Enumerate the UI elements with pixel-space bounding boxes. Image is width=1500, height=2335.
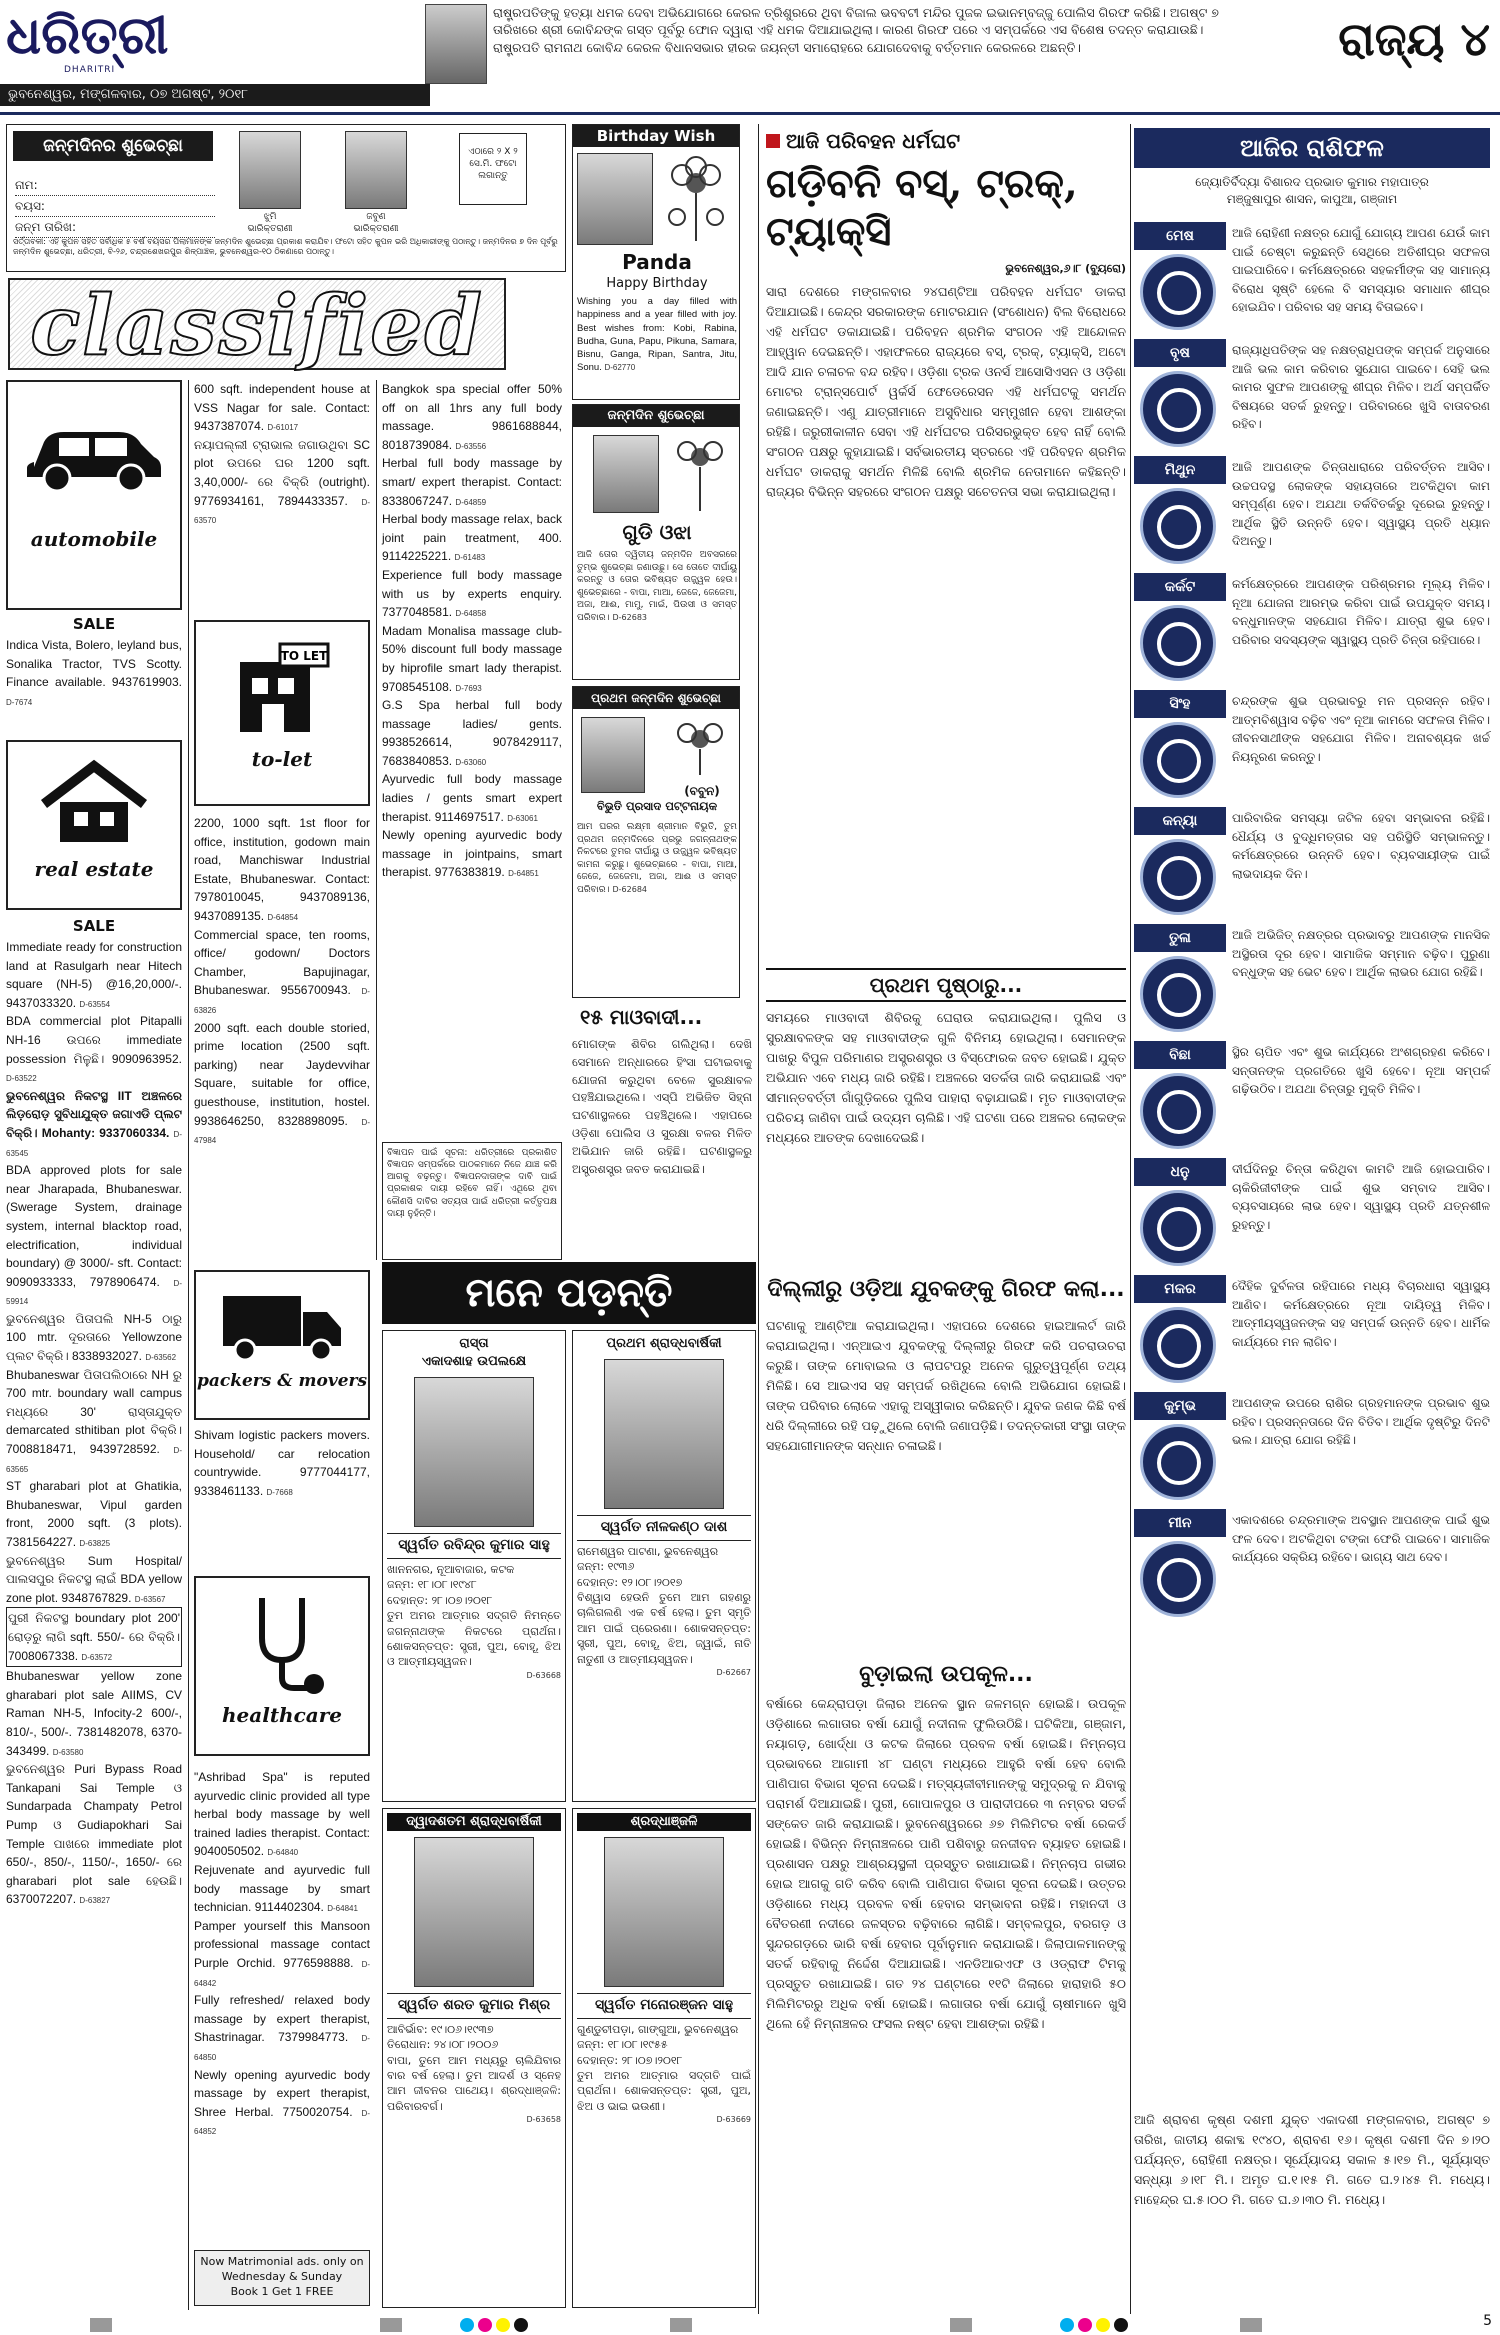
ad-item: Bhubaneswar yellow zone gharabari plot sale AIIMS, CV Raman NH-5, Infocity-2 600/-, 810/-, 500/-. 7381482078, 6370-343499. D-63580 xyxy=(6,1669,182,1758)
ad-item: Commercial space, ten rooms, office/ godown/ Doctors Chamber, Bapujinagar, Bhubaneswar. 9556700943. D-63826 xyxy=(194,927,370,1015)
rashi-name: ସିଂହ xyxy=(1134,690,1226,718)
ad-item: Newly opening ayurvedic body massage by expert therapist, Shree Herbal. 7750020754. D-64852 xyxy=(194,2067,370,2137)
rashi-sign xyxy=(1134,924,1490,1037)
rashi-name: ମିଥୁନ xyxy=(1134,456,1226,484)
bday3-name: ବିଭୁତି ପ୍ରସାଦ ପଟ୍ଟନାୟକ xyxy=(596,799,718,813)
obit-photo xyxy=(604,1359,724,1509)
rashi-text: ପାରିବାରିକ ସମସ୍ୟା ଜଟିଳ ହେବା ସମ୍ଭାବନା ରହିଛି। ଧୈର୍ଯ୍ୟ ଓ ବୁଦ୍ଧିମତ୍ତାର ସହ ପରିସ୍ଥିତି ସମ୍ଭାଳନ୍ତୁ। କର୍ମକ୍ଷେତ୍ରରେ ଉନ୍ନତି ହେବ। ବ୍ୟବସାୟୀଙ୍କ ପାଇଁ ଲାଭଦାୟକ ଦିନ। xyxy=(1232,811,1490,881)
obit-name: ସ୍ୱର୍ଗତ ମନୋରଞ୍ଜନ ସାହୁ xyxy=(577,1993,751,2019)
rashi-sign xyxy=(1134,573,1490,686)
classified-banner xyxy=(8,278,506,374)
ad-item: Bhubaneswar ପିତାପଲିଠାରେ NH ରୁ 700 mtr. boundary wall campus ମଧ୍ୟରେ 30' ରାସ୍ତାଯୁକ୍ତ demarcated sthitiban plot ବିକ୍ରି। 7008818471, 9439728592. D-63565 xyxy=(6,1367,182,1474)
rashi-name: କନ୍ୟା xyxy=(1134,807,1226,835)
rashi-name: ବୃଷ xyxy=(1134,339,1226,367)
ad-item: 600 sqft. independent house at VSS Nagar for sale. Contact: 9437387074. D-61017 xyxy=(194,382,370,434)
delhi-head: ଦିଲ୍ଲୀରୁ ଓଡ଼ିଆ ଯୁବକଙ୍କୁ ଗିରଫ କଲା... xyxy=(767,1277,1125,1302)
section-label: ରାଜ୍ୟ ୪ xyxy=(1338,12,1490,66)
to-let-box xyxy=(194,620,370,806)
obit-text: ରାମେଶ୍ୱର ପାଟଣା, ଭୁବନେଶ୍ୱର ଜନ୍ମ: ୧୯୩୬ ଦେହାନ୍ତ: ୧୨।୦୮।୨୦୧୭ ବିଶ୍ୱାସ ହେଉନି ତୁମେ ଆମ ଗହଣରୁ ଚାଲିଗଲଣି ଏକ ବର୍ଷ ହେଲା। ତୁମ ସ୍ମୃତି ଆମ ପାଇଁ ପ୍ରେରଣା। ଶୋକସନ୍ତପ୍ତ: ସ୍ତ୍ରୀ, ପୁଅ, ବୋହୂ, ଝିଅ, ଜ୍ୱାଇଁ, ନାତି ନାତୁଣୀ ଓ ଆତ୍ମୀୟସ୍ୱଜନ। xyxy=(577,1544,751,1666)
ad-item: ଭୁବନେଶ୍ୱର ନିକଟସ୍ଥ IIT ଅଞ୍ଚଳରେ ଲିଡ଼ରୋଡ଼ ସୁବିଧାଯୁକ୍ତ ଜଗାଏଡି ପ୍ଲଟ ବିକ୍ରି। Mohanty: 9337060334. D-63545 xyxy=(6,1088,182,1158)
automobile-box xyxy=(6,380,182,610)
obit-heading: ଶ୍ରଦ୍ଧାଞ୍ଜଳି xyxy=(577,1813,751,1831)
form-fields xyxy=(15,175,215,238)
logo-sub: DHARITRI xyxy=(64,65,116,75)
ad-item: Newly opening ayurvedic body massage in jointpains, smart therapist. 9776383819. D-64851 xyxy=(382,828,562,880)
flower-icon xyxy=(667,717,733,777)
kid-photo-1 xyxy=(239,131,301,209)
lead-text: ରାଷ୍ଟ୍ରପତିଙ୍କୁ ହତ୍ୟା ଧମକ ଦେବା ଅଭିଯୋଗରେ କେରଳ ତ୍ରିଶୁରରେ ଥିବା ବିଜାଲ ଭବବଟୀ ମନ୍ଦିର ପୁଜକ ଇଭାନମ୍ବଜ୍ଜୁ ପୋଲିସ ଗିରଫ କରିଛି। ଅଗଷ୍ଟ ୭ ତାରିଖରେ ଶ୍ରୀ କୋବିନ୍ଦଙ୍କ ଗସ୍ତ ପୂର୍ବରୁ ଫୋନ ଦ୍ୱାରା ଏହି ଧମକ ଦିଆଯାଇଥିଲା। କାରଣ ଗିରଫ ପରେ ଏ ସମ୍ପର୍କରେ ଏସ ବିଶେଷ ତଦନ୍ତ କରାଯାଉଛି। ରାଷ୍ଟ୍ରପତି ରାମନାଥ କୋବିନ୍ଦ କେରଳ ବିଧାନସଭାର ହୀରକ ଜୟନ୍ତୀ ସମାରୋହରେ ଯୋଗଦେବାକୁ ବର୍ତ୍ତମାନ କେରଳରେ ଅଛନ୍ତି। xyxy=(493,5,1219,55)
obit-code: D-63668 xyxy=(526,1670,561,1680)
bday2-box xyxy=(572,404,740,680)
sale-label-1: SALE xyxy=(72,615,116,633)
obit-text: ଗୁଣ୍ଡୁଚୀପଡ଼ା, ଗାଙ୍ଗୁଆ, ଭୁବନେଶ୍ୱର ଜନ୍ମ: ୧୮।୦୮।୧୯୫୫ ଦେହାନ୍ତ: ୨୮।୦୭।୨୦୧୮ ତୁମ ଅମର ଆତ୍ମାର ସଦ୍‌ଗତି ପାଇଁ ପ୍ରାର୍ଥନା। ଶୋକସନ୍ତପ୍ତ: ସ୍ତ୍ରୀ, ପୁଅ, ଝିଅ ଓ ଭାଇ ଭଉଣୀ। xyxy=(577,2022,751,2113)
rashi-name: ମକର xyxy=(1134,1275,1226,1303)
ad-item: ଭୁବନେଶ୍ୱର Sum Hospital/ ପାଲସପୁର ନିକଟସ୍ଥ ଲାଇଁ BDA yellow zone plot. 9348767829. D-63567 xyxy=(6,1553,182,1605)
col3-ads xyxy=(382,380,562,882)
rashi-text: ଏକାଦଶରେ ଚନ୍ଦ୍ରମାଙ୍କ ଅବସ୍ଥାନ ଆପଣଙ୍କ ପାଇଁ ଶୁଭ ଫଳ ଦେବ। ଅଟକିଥିବା ଟଙ୍କା ଫେରି ପାଇବେ। ସାମାଜିକ କାର୍ଯ୍ୟରେ ସକ୍ରିୟ ରହିବେ। ଭାଗ୍ୟ ସାଥ ଦେବ। xyxy=(1232,1513,1490,1565)
obit-photo xyxy=(604,1837,724,1987)
rashi-text: ଆଜି ଆପଣଙ୍କ ଚିନ୍ତାଧାରାରେ ପରିବର୍ତ୍ତନ ଆସିବ। ଉଚ୍ଚପଦସ୍ଥ ଲୋକଙ୍କ ସହାୟତାରେ ଅଟକିଥିବା କାମ ସମ୍ପୂର୍ଣ୍ଣ ହେବ। ଅଯଥା ତର୍କବିତର୍କରୁ ଦୂରେଇ ରୁହନ୍ତୁ। ଆର୍ଥିକ ସ୍ଥିତି ଉନ୍ନତି ହେବ। ସ୍ୱାସ୍ଥ୍ୟ ପ୍ରତି ଧ୍ୟାନ ଦିଅନ୍ତୁ। xyxy=(1232,460,1490,549)
bday2-photo xyxy=(593,435,659,513)
healthcare-label: healthcare xyxy=(222,1703,342,1728)
rashi-text: ଆଜି ଅଭିଜିତ୍ ନକ୍ଷତ୍ରର ପ୍ରଭାବରୁ ଆପଣଙ୍କ ମାନସିକ ଅସ୍ଥିରତା ଦୂର ହେବ। ସାମାଜିକ ସମ୍ମାନ ବଢ଼ିବ। ପୁରୁଣା ବନ୍ଧୁଙ୍କ ସହ ଭେଟ ହେବ। ଆର୍ଥିକ ଲାଭର ଯୋଗ ରହିଛି। xyxy=(1232,928,1490,980)
bday3-photo xyxy=(581,717,645,793)
rashi-text: ଚନ୍ଦ୍ରଙ୍କ ଶୁଭ ପ୍ରଭାବରୁ ମନ ପ୍ରସନ୍ନ ରହିବ। ଆତ୍ମବିଶ୍ୱାସ ବଢ଼ିବ ଏବଂ ନୂଆ କାମରେ ସଫଳତା ମିଳିବ। ଜୀବନସାଥୀଙ୍କ ସହଯୋଗ ମିଳିବ। ଅନାବଶ୍ୟକ ଖର୍ଚ୍ଚ ନିୟନ୍ତ୍ରଣ କରନ୍ତୁ। xyxy=(1232,694,1490,764)
zodiac-icon xyxy=(1140,1307,1216,1383)
ad-item: ଭୁବନେଶ୍ୱର ପିତାପଲି NH-5 ଠାରୁ 100 mtr. ଦୂରତାରେ Yellowzone ପ୍ଲଟ ବିକ୍ରି। 8338932027. D-63562 xyxy=(6,1311,182,1364)
bday2-title: ଜନ୍ମଦିନ ଶୁଭେଚ୍ଛା xyxy=(573,405,739,427)
ad-auto xyxy=(6,636,182,710)
birthday-wish-title: Birthday Wish xyxy=(573,125,739,147)
zodiac-icon xyxy=(1140,1190,1216,1266)
col1-ads xyxy=(6,938,182,1909)
ad-code: D-7674 xyxy=(6,697,33,707)
col2-ads-a xyxy=(194,380,370,529)
obit-4 xyxy=(572,1808,756,2308)
rashi-text: ସ୍ଥିର ଚାପିତ ଏବଂ ଶୁଭ କାର୍ଯ୍ୟରେ ଅଂଶଗ୍ରହଣ କରିବେ। ସନ୍ତାନଙ୍କ ପ୍ରଗତିରେ ଖୁସି ହେବେ। ନୂଆ ସମ୍ପର୍କ ଗଢ଼ିଉଠିବ। ଅଯଥା ଚିନ୍ତାରୁ ମୁକ୍ତି ମିଳିବ। xyxy=(1232,1045,1490,1097)
kid-caption-2: ଜବୁଣ ଭାରିକ୍ତରାଣୀ xyxy=(353,212,399,235)
flower-icon xyxy=(667,435,733,513)
zodiac-icon xyxy=(1140,1541,1216,1617)
ad-item: ST gharabari plot at Ghatikia, Bhubaneswar, Vipul garden front, 2000 sqft. (3 plots). 7381564227. D-63825 xyxy=(6,1479,182,1549)
ad-item: G.S Spa herbal full body massage ladies/ gents. 9938526614, 9078429117, 7683840853. D-63060 xyxy=(382,698,562,768)
bday3-title: ପ୍ରଥମ ଜନ୍ମଦିନ ଶୁଭେଚ୍ଛା xyxy=(573,687,739,709)
automobile-label: automobile xyxy=(30,527,158,552)
bandh-body: ସାରା ଦେଶରେ ମଙ୍ଗଳବାର ୨୪ଘଣ୍ଟିଆ ପରିବହନ ଧର୍ମଘଟ ଡାକରା ଦିଆଯାଇଛି। କେନ୍ଦ୍ର ସରକାରଙ୍କ ମୋଟରଯାନ (ସଂଶୋଧନ) ବିଲ ବିରୋଧରେ ଏହି ଧର୍ମଘଟ ଡକାଯାଇଛି। ପରିବହନ ଶ୍ରମିକ ସଂଗଠନ ଏହି ଆନ୍ଦୋଳନ ଆହ୍ୱାନ ଦେଇଛନ୍ତି। ଏହାଫଳରେ ରାଜ୍ୟରେ ବସ୍, ଟ୍ରକ୍, ଟ୍ୟାକ୍ସି, ଅଟୋ ଆଦି ଯାନ ଚଳାଚଳ ବନ୍ଦ ରହିବ। ଓଡ଼ିଶା ଟ୍ରକ ଓନର୍ସ ଆସୋସିଏସନ ଓ ଓଡ଼ିଶା ମୋଟର ଟ୍ରାନ୍ସପୋର୍ଟ ୱର୍କର୍ସ ଫେଡେରେସନ ଏହି ଧର୍ମଘଟକୁ ସମର୍ଥନ ଜଣାଇଛନ୍ତି। ଏଣୁ ଯାତ୍ରୀମାନେ ଅସୁବିଧାର ସମ୍ମୁଖୀନ ହେବା ଆଶଙ୍କା ରହିଛି। ଜରୁରୀକାଳୀନ ସେବା ଏହି ଧର୍ମଘଟର ପରିସରଭୁକ୍ତ ହେବ ନାହିଁ ବୋଲି ସଂଗଠନ ପକ୍ଷରୁ କୁହାଯାଇଛି। ସର୍ବଭାରତୀୟ ସ୍ତରରେ ଏହି ପରିବହନ ଶ୍ରମିକ ଧର୍ମଘଟ ଡାକରାକୁ ସମର୍ଥନ ମିଳିଛି ବୋଲି ଶ୍ରମିକ ନେତାମାନେ କହିଛନ୍ତି। ରାଜ୍ୟର ବିଭିନ୍ନ ସହରରେ ସଂଗଠନ ପକ୍ଷରୁ ସଚେତନତା ସଭା କରାଯାଇଥିଲା। xyxy=(766,284,1126,499)
ad-item: Pamper yourself this Mansoon professional massage contact Purple Orchid. 9776598888. D-64842 xyxy=(194,1918,371,1988)
ad-item: "Ashribad Spa" is reputed ayurvedic clinic provided all type herbal body massage by well trained ladies therapist. Contact: 9040050502. D-64840 xyxy=(194,1770,370,1859)
president-photo xyxy=(425,4,487,84)
mane-banner xyxy=(382,1262,756,1324)
ad-item: BDA commercial plot Pitapalli NH-16 ଉପରେ immediate possession ମିଳୁଛି। 9090963952. D-63522 xyxy=(6,1014,182,1084)
rashi-name: କର୍କଟ xyxy=(1134,573,1226,601)
lead-story xyxy=(425,4,1225,90)
panda-name: Panda xyxy=(622,250,692,274)
obit-code: D-63669 xyxy=(716,2115,751,2125)
rashi-sign xyxy=(1134,807,1490,920)
budaila-body: ବର୍ଷାରେ କେନ୍ଦ୍ରାପଡ଼ା ଜିଲାର ଅନେକ ସ୍ଥାନ ଜଳମଗ୍ନ ହୋଇଛି। ଉପକୂଳ ଓଡ଼ିଶାରେ ଲଗାତାର ବର୍ଷା ଯୋଗୁଁ ନଦୀନାଳ ଫୁଲିଉଠିଛି। ଘଟିକିଆ, ଗଞ୍ଜାମ, ନୟାଗଡ଼, ଖୋର୍ଦ୍ଧା ଓ କଟକ ଜିଲାରେ ପ୍ରବଳ ବର୍ଷା ହୋଇଛି। ନିମ୍ନଚାପ ପ୍ରଭାବରେ ଆଗାମୀ ୪୮ ଘଣ୍ଟା ମଧ୍ୟରେ ଆହୁରି ବର୍ଷା ହେବ ବୋଲି ପାଣିପାଗ ବିଭାଗ ସୂଚନା ଦେଇଛି। ମତ୍ସ୍ୟଜୀବୀମାନଙ୍କୁ ସମୁଦ୍ରକୁ ନ ଯିବାକୁ ପରାମର୍ଶ ଦିଆଯାଇଛି। ପୁରୀ, ଗୋପାଳପୁର ଓ ପାରାଦୀପରେ ୩ ନମ୍ବର ସତର୍କ ସଙ୍କେତ ଜାରି କରାଯାଇଛି। ଭୁବନେଶ୍ୱରରେ ୬୭ ମିଲିମିଟର ବର୍ଷା ରେକର୍ଡ ହୋଇଛି। ବିଭିନ୍ନ ନିମ୍ନାଞ୍ଚଳରେ ପାଣି ପଶିବାରୁ ଜନଜୀବନ ବ୍ୟାହତ ହୋଇଛି। ପ୍ରଶାସନ ପକ୍ଷରୁ ଆଶ୍ରୟସ୍ଥଳୀ ପ୍ରସ୍ତୁତ ରଖାଯାଇଛି। ନିମ୍ନଚାପ ଗଭୀର ହୋଇ ଆଗକୁ ଗତି କରିବ ବୋଲି ପାଣିପାଗ ବିଭାଗ ସୂଚନା ଦେଇଛି। ଉତ୍ତର ଓଡ଼ିଶାରେ ମଧ୍ୟ ପ୍ରବଳ ବର୍ଷା ହେବାର ସମ୍ଭାବନା ରହିଛି। ମହାନଦୀ ଓ ବୈତରଣୀ ନଦୀରେ ଜଳସ୍ତର ବଢ଼ିବାରେ ଲାଗିଛି। ସମ୍ବଲପୁର, ବରଗଡ଼ ଓ ସୁନ୍ଦରଗଡ଼ରେ ଭାରି ବର୍ଷା ହେବାର ପୂର୍ବାନୁମାନ କରାଯାଇଛି। ଜିଲାପାଳମାନଙ୍କୁ ସତର୍କ ରହିବାକୁ ନିର୍ଦ୍ଦେଶ ଦିଆଯାଇଛି। ଏନଡିଆରଏଫ ଓ ଓଡ୍ରାଫ ଟିମକୁ ପ୍ରସ୍ତୁତ ରଖାଯାଇଛି। ଗତ ୨୪ ଘଣ୍ଟାରେ ୧୧ଟି ଜିଲାରେ ହାରାହାରି ୫୦ ମିଲିମିଟରରୁ ଅଧିକ ବର୍ଷା ହୋଇଛି। ଲଗାତାର ବର୍ଷା ଯୋଗୁଁ ଚାଷୀମାନେ ଖୁସି ଥିଲେ ହେଁ ନିମ୍ନାଞ୍ଚଳର ଫସଲ ନଷ୍ଟ ହେବା ଆଶଙ୍କା ରହିଛି। xyxy=(766,1696,1126,2031)
col2-ads-b xyxy=(194,814,370,1149)
obit-name: ସ୍ୱର୍ଗତ ଶରତ କୁମାର ମିଶ୍ର xyxy=(387,1993,561,2019)
zodiac-icon xyxy=(1140,254,1216,330)
healthcare-box xyxy=(194,1576,370,1756)
wish-message: Wishing you a day filled with happiness and a year filled with joy. Best wishes from: Kobi, Rabina, Budha, Guna, Papu, Pikuna, Samara, Bisnu, Ganga, Ripan, Santra, Jitu, Sonu. D-62770 xyxy=(577,296,737,374)
ad-item: Herbal body massage relax, back joint pain treatment, 400. 9114225221. D-61483 xyxy=(382,512,562,564)
zodiac-icon xyxy=(1140,488,1216,564)
bday3-text: ଆମ ଘରର ଲକ୍ଷ୍ମୀ ଶ୍ରୀମାନ ବିଭୁତି, ତୁମ ପ୍ରଥମ ଜନ୍ମଦିନରେ ପ୍ରଭୁ ଜଗନ୍ନାଥଙ୍କ ନିକଟରେ ତୁମର ଦୀର୍ଘାୟୁ ଓ ଉଜ୍ଜ୍ୱଳ ଭବିଷ୍ୟତ କାମନା କରୁଛୁ। ଶୁଭେଚ୍ଛାରେ - ବାପା, ମାଆ, ଜେଜେ, ଜେଜେମା, ଅଜା, ଆଈ ଓ ସମସ୍ତ ପରିବାର। D-62684 xyxy=(577,822,737,895)
birthday-form xyxy=(6,124,566,272)
happy-birthday: Happy Birthday xyxy=(606,276,708,291)
mane-title: ମନେ ପଡ଼ନ୍ତି xyxy=(465,1270,673,1316)
obit-name: ସ୍ୱର୍ଗତ ରବିନ୍ଦ୍ର କୁମାର ସାହୁ xyxy=(387,1533,561,1559)
ad-item: 2000 sqft. each double storied, prime location (2500 sqft. parking) near Jaydevvihar Square, suitable for office, guesthouse, institution, hostel. 9938646250, 8328898095. D-47984 xyxy=(194,1020,370,1146)
ad-item: ଭୁବନେଶ୍ୱର Puri Bypass Road Tankapani Sai Temple ଓ Sundarpada Champaty Petrol Pump ଓ Gudiapokhari Sai Temple ପାଖରେ immediate plot 650/-, 850/-, 1150/-, 1650/- ରେ gharabari plot sale ହେଉଛି। 6370072207. D-63827 xyxy=(6,1762,182,1907)
obit-photo xyxy=(414,1837,534,1987)
kicker-square-icon xyxy=(766,134,780,148)
bday2-text: ଆଜି ତୋର ଦ୍ୱିତୀୟ ଜନ୍ମଦିନ ଅବସରରେ ତୁମ୍ଭ ଶୁଭେଚ୍ଛା ଜଣାଉଛୁ। ସେ ତୋତେ ଦୀର୍ଘାୟୁ କରନ୍ତୁ ଓ ତୋର ଭବିଷ୍ୟତ ଉଜ୍ଜ୍ୱଳ ହେଉ। ଶୁଭେଚ୍ଛାରେ - ବାପା, ମାଆ, ଜେଜେ, ଜେଜେମା, ଅଜା, ଆଈ, ମାମୁ, ମାଇଁ, ପିଉସୀ ଓ ସମସ୍ତ ପରିବାର। D-62683 xyxy=(577,550,737,623)
rashi-text: ଆଜି ରୋହିଣୀ ନକ୍ଷତ୍ର ଯୋଗୁଁ ଯୋଗ୍ୟ ଆପଣ ଯେଉଁ କାମ ପାଇଁ ଚେଷ୍ଟା କରୁଛନ୍ତି ସେଥିରେ ଅତିଶୀଘ୍ର ସଫଳତା ପାଇପାରିବେ। କର୍ମକ୍ଷେତ୍ରରେ ସହକର୍ମୀଙ୍କ ସହ ସାମାନ୍ୟ ବିରୋଧ ସୃଷ୍ଟି ହେଲେ ବି ସମସ୍ୟାର ସମାଧାନ ଶୀଘ୍ର ହୋଇଯିବ। ପରିବାର ସହ ସମୟ ବିତାଇବେ। xyxy=(1232,226,1490,315)
car-icon xyxy=(19,402,169,502)
zodiac-icon xyxy=(1140,1424,1216,1500)
panji: ଆଜି ଶ୍ରାବଣ କୃଷ୍ଣ ଦଶମୀ ଯୁକ୍ତ ଏକାଦଶୀ ମଙ୍ଗଳବାର, ଅଗଷ୍ଟ ୭ ତାରିଖ, ଜାତୀୟ ଶକାବ୍ଦ ୧୯୪୦, ଶ୍ରାବଣ ୧୬। କୃଷ୍ଣ ଦଶମୀ ଦିନ ୭।୨୦ ପର୍ଯ୍ୟନ୍ତ, ରୋହିଣୀ ନକ୍ଷତ୍ର। ସୂର୍ଯ୍ୟୋଦୟ ସକାଳ ୫।୧୭ ମି., ସୂର୍ଯ୍ୟାସ୍ତ ସନ୍ଧ୍ୟା ୬।୧୮ ମି.। ଅମୃତ ଘ.୧।୧୫ ମି. ଗତେ ଘ.୨।୪୫ ମି. ମଧ୍ୟେ। ମାହେନ୍ଦ୍ର ଘ.୫।୦୦ ମି. ଗତେ ଘ.୬।୩୦ ମି. ମଧ୍ୟେ। xyxy=(1134,2112,1490,2207)
obit-heading: ପ୍ରଥମ ଶ୍ରାଦ୍ଧବାର୍ଷିକୀ xyxy=(606,1336,722,1351)
obit-3 xyxy=(382,1808,566,2308)
obit-heading: ଦ୍ୱାଦଶତମ ଶ୍ରାଦ୍ଧବାର୍ଷିକୀ xyxy=(387,1813,561,1831)
ad-item: Experience full body massage with us by experts enquiry. 7377048581. D-64858 xyxy=(382,567,562,620)
bday2-name: ଗୁଡି ଓଝା xyxy=(622,520,692,544)
kid-caption-1: ଝୁମି ଭାରିକ୍ତରାଣୀ xyxy=(247,212,293,235)
obit-text: ଆବିର୍ଭାବ: ୧୯।୦୬।୧୯୩୭ ତିରୋଧାନ: ୨୪।୦୮।୨୦୦୬ ବାପା, ତୁମେ ଆମ ମଧ୍ୟରୁ ଚାଲିଯିବାର ବାର ବର୍ଷ ହେଲା। ତୁମ ଆଦର୍ଶ ଓ ସ୍ନେହ ଆମ ଜୀବନର ପାଥେୟ। ଶ୍ରଦ୍ଧାଞ୍ଜଳି: ପରିବାରବର୍ଗ। xyxy=(387,2022,561,2113)
prathama-body: ସମୟରେ ମାଓବାଦୀ ଶିବିରକୁ ଘେରାଉ କରାଯାଇଥିଲା। ପୁଲିସ ଓ ସୁରକ୍ଷାବଳଙ୍କ ସହ ମାଓବାଦୀଙ୍କ ଗୁଳି ବିନିମୟ ହୋଇଥିଲା। ସେମାନଙ୍କ ପାଖରୁ ବିପୁଳ ପରିମାଣର ଅସ୍ତ୍ରଶସ୍ତ୍ର ଓ ବିସ୍ଫୋରକ ଜବତ ହୋଇଛି। ଯୁକ୍ତ ଅଭିଯାନ ଏବେ ମଧ୍ୟ ଜାରି ରହିଛି। ଅଞ୍ଚଳରେ ସତର୍କତା ଜାରି କରାଯାଇଛି ଏବଂ ସୀମାନ୍ତବର୍ତ୍ତୀ ଗାଁଗୁଡ଼ିକରେ ପୁଲିସ ପାହାରା ବଢ଼ାଯାଇଛି। ମୃତ ମାଓବାଦୀଙ୍କ ପରିଚୟ ଜାଣିବା ପାଇଁ ଉଦ୍ୟମ ଚାଲିଛି। ଏହି ଘଟଣା ପରେ ଅଞ୍ଚଳର ଲୋକଙ୍କ ମଧ୍ୟରେ ଆତଙ୍କ ଦେଖାଦେଇଛି। xyxy=(766,1010,1126,1145)
zodiac-icon xyxy=(1140,605,1216,681)
to-let-label: to-let xyxy=(251,747,313,772)
panda-photo xyxy=(577,153,653,245)
obit-text: ଖାନନଗର, ନୂଆବାଜାର, କଟକ ଜନ୍ମ: ୧୮।୦୮।୧୯୪୮ ଦେହାନ୍ତ: ୨୮।୦୭।୨୦୧୮ ତୁମ ଅମର ଆତ୍ମାର ସଦ୍‌ଗତି ନିମନ୍ତେ ଜଗନ୍ନାଥଙ୍କ ନିକଟରେ ପ୍ରାର୍ଥନା। ଶୋକସନ୍ତପ୍ତ: ସ୍ତ୍ରୀ, ପୁଅ, ବୋହୂ, ଝିଅ ଓ ଆତ୍ମୀୟସ୍ୱଜନ। xyxy=(387,1562,561,1669)
stethoscope-icon xyxy=(232,1588,332,1698)
rashi-name: ମେଷ xyxy=(1134,222,1226,250)
ad-item: ପୁରୀ ନିକଟସ୍ଥ boundary plot 200' ରୋଡ଼ରୁ ଲାଗି sqft. 550/- ରେ ବିକ୍ରି। 7008067338. D-63572 xyxy=(6,1607,182,1667)
rashi-name: ମୀନ xyxy=(1134,1509,1226,1537)
prathama-head: ପ୍ରଥମ ପୃଷ୍ଠାରୁ... xyxy=(766,968,1126,1002)
ad-item: BDA approved plots for sale near Jharapada, Bhubaneswar. (Swerage System, drainage system, internal blacktop road, electrification, individual boundary) @ 3000/- sft. Contact: 9090933333, 7978906474. D-59914 xyxy=(6,1163,182,1307)
rashi-sign xyxy=(1134,1392,1490,1505)
ad-item: Rejuvenate and ayurvedic full body massage by smart technician. 9114402304. D-64841 xyxy=(194,1862,370,1915)
dateline: ଭୁବନେଶ୍ୱର, ମଙ୍ଗଳବାର, ୦୭ ଅଗଷ୍ଟ, ୨୦୧୮ xyxy=(0,84,430,106)
rashi-title: ଆଜିର ରାଶିଫଳ xyxy=(1134,128,1490,168)
kicker-text: ଆଜି ପରିବହନ ଧର୍ମଘଟ xyxy=(786,129,961,153)
rashi-sign xyxy=(1134,690,1490,803)
budaila-head: ବୁଡ଼ାଇଲା ଉପକୂଳ... xyxy=(859,1662,1033,1687)
ad-item: Herbal full body massage by smart/ expert therapist. Contact: 8338067247. D-64859 xyxy=(382,456,562,508)
col2-ads-d xyxy=(194,1768,370,2140)
ad-text: Indica Vista, Bolero, leyland bus, Sonalika Tractor, TVS Scotty. Finance available. 9437619903. xyxy=(6,638,182,690)
zodiac-icon xyxy=(1140,1073,1216,1149)
maobadi-body-col: ମୋଗଙ୍କ ଶିବିର ଗଲିଥିଲା। ଦେଖି ସେମାନେ ଅନ୍ଧାରରେ ହିଂସା ଘଟାଇବାକୁ ଯୋଜନା କରୁଥିବା ବେଳେ ସୁରକ୍ଷାବଳ ପହଞ୍ଚିଯାଇଥିଲେ। ଏସ୍ପି ଅଭିଜିତ ସିହ୍ନା ଘଟଣାସ୍ଥଳରେ ପହଞ୍ଚିଥିଲେ। ଏହାପରେ ଓଡ଼ିଶା ପୋଲିସ ଓ ସୁରକ୍ଷା ବଳର ମିଳିତ ଅଭିଯାନ ଜାରି ରହିଛି। ଘଟଣାସ୍ଥଳରୁ ଅସ୍ତ୍ରଶସ୍ତ୍ର ଜବତ କରାଯାଇଛି। xyxy=(572,1037,752,1176)
logo-text: ଧରିତ୍ରୀ xyxy=(6,5,169,66)
to-let-icon xyxy=(222,632,342,742)
matrimonial-note: Now Matrimonial ads. only on Wednesday & Sunday Book 1 Get 1 FREE xyxy=(194,2250,370,2306)
real-estate-box xyxy=(6,740,182,910)
rashi-name: କୁମ୍ଭ xyxy=(1134,1392,1226,1420)
col2-ads-c xyxy=(194,1426,370,1500)
obit-code: D-62667 xyxy=(716,1667,751,1677)
photo-size-box: ଏଠାରେ ୨ X ୨ ସେ.ମି. ଫଟୋ ଲଗାନ୍ତୁ xyxy=(459,133,527,205)
obit-code: D-63658 xyxy=(526,2115,561,2125)
rashi-sign xyxy=(1134,1509,1490,1622)
ad-notice: ବିଜ୍ଞାପନ ପାଇଁ ସୂଚନା: ଧରିତ୍ରୀରେ ପ୍ରକାଶିତ ବିଜ୍ଞାପନ ସମ୍ପର୍କରେ ପାଠକମାନେ ନିଜେ ଯାଞ୍ଚ କରି ଆଗକୁ ବଢ଼ନ୍ତୁ। ବିଜ୍ଞାପନଦାତାଙ୍କ ଦାବି ପାଇଁ ପ୍ରକାଶକ ଦାୟୀ ରହିବେ ନାହିଁ। ଏଥିରେ ଥିବା କୌଣସି ଦାବିର ସତ୍ୟତା ପାଇଁ ଧରିତ୍ରୀ କର୍ତ୍ତୃପକ୍ଷ ଦାୟୀ ନୁହଁନ୍ତି। xyxy=(382,1142,562,1260)
bandh-kicker xyxy=(766,128,1126,155)
bday3-tag: (ବବୁନ) xyxy=(684,784,720,798)
obit-2 xyxy=(572,1330,756,1802)
maobadi-head: ୧୫ ମାଓବାଦୀ... xyxy=(580,1005,703,1029)
real-estate-label: real estate xyxy=(34,857,154,882)
zodiac-icon xyxy=(1140,839,1216,915)
delhi-body: ଘଟଣାକୁ ଆଣ୍ଟିଆ କରାଯାଇଥିଲା। ଏହାପରେ ଦେଶରେ ହାଇଆଲର୍ଟ ଜାରି କରାଯାଇଥିଲା। ଏନ୍ଆଇଏ ଯୁବକଙ୍କୁ ଦିଲ୍ଲୀରୁ ଗିରଫ କରି ପଚରାଉଚରା କରୁଛି। ତାଙ୍କ ମୋବାଇଲ ଓ ଲାପଟପରୁ ଅନେକ ଗୁରୁତ୍ୱପୂର୍ଣ୍ଣ ତଥ୍ୟ ମିଳିଛି। ସେ ଆଇଏସ ସହ ସମ୍ପର୍କ ରଖିଥିଲେ ବୋଲି ଅଭିଯୋଗ ହୋଇଛି। ତାଙ୍କ ପରିବାର ଲୋକେ ଏହାକୁ ଅସ୍ୱୀକାର କରିଛନ୍ତି। ଯୁବକ ଜଣକ କିଛି ବର୍ଷ ଧରି ଦିଲ୍ଲୀରେ ରହି ପଢ଼ୁଥିଲେ ବୋଲି ଜଣାପଡ଼ିଛି। ତଦନ୍ତକାରୀ ସଂସ୍ଥା ତାଙ୍କ ସହଯୋଗୀମାନଙ୍କ ସନ୍ଧାନ ଚଳାଇଛି। xyxy=(766,1318,1126,1453)
rashi-text: କର୍ମକ୍ଷେତ୍ରରେ ଆପଣଙ୍କ ପରିଶ୍ରମର ମୂଲ୍ୟ ମିଳିବ। ନୂଆ ଯୋଜନା ଆରମ୍ଭ କରିବା ପାଇଁ ଉପଯୁକ୍ତ ସମୟ। ବନ୍ଧୁମାନଙ୍କ ସହଯୋଗ ମିଳିବ। ଯାତ୍ରା ଶୁଭ ହେବ। ପରିବାର ସଦସ୍ୟଙ୍କ ସ୍ୱାସ୍ଥ୍ୟ ପ୍ରତି ଚିନ୍ତା ରହିପାରେ। xyxy=(1232,577,1490,647)
rashi-text: ଆପଣଙ୍କ ଉପରେ ରାଶିର ଗ୍ରହମାନଙ୍କ ପ୍ରଭାବ ଶୁଭ ରହିବ। ପ୍ରସନ୍ନତାରେ ଦିନ ବିତିବ। ଆର୍ଥିକ ଦୃଷ୍ଟିରୁ ଦିନଟି ଭଲ। ଯାତ୍ରା ଯୋଗ ରହିଛି। xyxy=(1232,1396,1490,1448)
obit-name: ସ୍ୱର୍ଗତ ନୀଳକଣ୍ଠ ଦାଶ xyxy=(577,1515,751,1541)
masthead-logo xyxy=(6,6,196,86)
classified-title: classified xyxy=(30,278,484,374)
page-number: 5 xyxy=(1483,2313,1492,2329)
obit-heading: ରାସ୍ତା ଏକାଦଶାହ ଉପଲକ୍ଷେ xyxy=(421,1336,527,1370)
birthday-form-note: ସର୍ତ୍ତାବଳୀ: ଏହି କୁପନ ସହିତ ସର୍ବାଧିକ ୫ ବର୍ଷ ବୟସର ପିଲାମାନଙ୍କ ଜନ୍ମଦିନ ଶୁଭେଚ୍ଛା ପ୍ରକାଶ କରାଯିବ। ଫଟୋ ସହିତ କୁପନ ଭରି ଅଧିକାରୀଙ୍କୁ ପଠାନ୍ତୁ। ଜନ୍ମଦିନର ୭ ଦିନ ପୂର୍ବରୁ ଜନ୍ମଦିନ ଶୁଭେଚ୍ଛା, ଧରିତ୍ରୀ, ବି-୨୬, ଚନ୍ଦ୍ରଶେଖରପୁର ଶିଳ୍ପାଞ୍ଚଳ, ଭୁବନେଶ୍ୱର-୧୦ ଠିକଣାରେ ପଠାନ୍ତୁ। xyxy=(13,237,558,257)
ad-item: Fully refreshed/ relaxed body massage by expert therapist, Shastrinagar. 7379984773. D-64850 xyxy=(194,1993,370,2062)
bday3-box xyxy=(572,686,740,998)
truck-icon xyxy=(217,1286,347,1366)
rashi-sign xyxy=(1134,1041,1490,1154)
packers-label: packers & movers xyxy=(196,1371,368,1392)
rashi-sign xyxy=(1134,222,1490,335)
ad-item: Shivam logistic packers movers. Household/ car relocation countrywide. 9777044177, 9338461133. D-7668 xyxy=(194,1428,370,1498)
birthday-wish-box xyxy=(572,124,740,400)
obit-photo xyxy=(414,1377,534,1527)
rashi-text: ଦୀର୍ଘଦିନରୁ ଚିନ୍ତା କରିଥିବା କାମଟି ଆଜି ହୋଇପାରିବ। ଚାକିରିଜୀବୀଙ୍କ ପାଇଁ ଶୁଭ ସମ୍ବାଦ ଆସିବ। ବ୍ୟବସାୟରେ ଲାଭ ହେବ। ସ୍ୱାସ୍ଥ୍ୟ ପ୍ରତି ଯତ୍ନଶୀଳ ରୁହନ୍ତୁ। xyxy=(1232,1162,1490,1232)
packers-box xyxy=(194,1270,370,1420)
astrologer: ଜ୍ୟୋତିର୍ବିଦ୍ୟା ବିଶାରଦ ପ୍ରଭାତ କୁମାର ମହାପାତ୍ର ମଞ୍ଜୁଷାପୁର ଶାସନ, କାପୁଆ, ଗଞ୍ଜାମ xyxy=(1195,175,1429,207)
rashi-name: ବିଛା xyxy=(1134,1041,1226,1069)
ad-item: Ayurvedic full body massage ladies / gents smart expert therapist. 9114697517. D-63061 xyxy=(382,772,562,824)
ad-item: ନୟାପଲ୍ଲୀ ଟ୍ରାଭାଲ ଜଗାଉଥିବା SC plot ଉପରେ ଘର 1200 sqft. 3,40,000/- ରେ ବିକ୍ରି (outright). 9776934161, 7894433357. D-63570 xyxy=(194,437,370,526)
rashi-sign xyxy=(1134,1158,1490,1271)
zodiac-icon xyxy=(1140,722,1216,798)
bandh-headline: ଗଡ଼ିବନି ବସ୍, ଟ୍ରକ୍, ଟ୍ୟାକ୍ସି xyxy=(766,160,1078,255)
birthday-form-title: ଜନ୍ମଦିନର ଶୁଭେଚ୍ଛା xyxy=(13,131,213,161)
obit-1 xyxy=(382,1330,566,1802)
ad-item: 2200, 1000 sqft. 1st floor for office, institution, godown main road, Manchiswar Industrial Estate, Bhubaneswar. Contact: 7978010045, 9437089136, 9437089135. D-64854 xyxy=(194,816,370,923)
zodiac-icon xyxy=(1140,956,1216,1032)
field-name[interactable]: ନାମ: xyxy=(15,175,215,196)
rashi-text: ରାଜ୍ୟାଧିପତିଙ୍କ ସହ ନକ୍ଷତ୍ରାଧିପଙ୍କ ସମ୍ପର୍କ ଅନୁସାରେ ଆଜି ଭଲ କାମ କରିବାର ସୁଯୋଗ ପାଇବେ। ସେହି ଭଲ କାମର ସୁଫଳ ଆପଣଙ୍କୁ ଶୀଘ୍ର ମିଳିବ। ଅର୍ଥ ସମ୍ପର୍କିତ ବିଷୟରେ ସତର୍କ ରୁହନ୍ତୁ। ପରିବାରରେ ଖୁସି ବାତାବରଣ ରହିବ। xyxy=(1232,343,1490,432)
kid-photo-2 xyxy=(345,131,407,209)
house-icon xyxy=(34,756,154,846)
rashi-sign xyxy=(1134,1275,1490,1388)
rashi-name: ଧନୁ xyxy=(1134,1158,1226,1186)
bandh-byline: ଭୁବନେଶ୍ୱର,୬।୮ (ବ୍ୟୁରୋ) xyxy=(1005,262,1126,275)
rashi-name: ତୁଳା xyxy=(1134,924,1226,952)
field-age[interactable]: ବୟସ: xyxy=(15,196,215,217)
rashi-text: ଦୈହିକ ଦୁର୍ବଳତା ରହିପାରେ ମଧ୍ୟ ବିଚାରଧାରା ସ୍ୱାସ୍ଥ୍ୟ ଆଣିବ। କର୍ମକ୍ଷେତ୍ରରେ ନୂଆ ଦାୟିତ୍ୱ ମିଳିବ। ଆତ୍ମୀୟସ୍ୱଜନଙ୍କ ସହ ସମ୍ପର୍କ ଉନ୍ନତି ହେବ। ଧାର୍ମିକ କାର୍ଯ୍ୟରେ ମନ ଲାଗିବ। xyxy=(1232,1279,1490,1349)
ad-item: Madam Monalisa massage club-50% discount full body massage by hiprofile smart lady therapist. 9708545108. D-7693 xyxy=(382,623,562,694)
sale-label-2: SALE xyxy=(72,917,116,935)
zodiac-icon xyxy=(1140,371,1216,447)
flower-icon xyxy=(657,153,735,245)
rashi-sign xyxy=(1134,339,1490,452)
svg-text:TO LET: TO LET xyxy=(280,649,328,663)
ad-item: Immediate ready for construction land at Rasulgarh near Hitech square (NH-5) @16,20,000/-. 9437033320. D-63554 xyxy=(6,940,182,1010)
rashi-sign xyxy=(1134,456,1490,569)
field-dob[interactable]: ଜନ୍ମ ତାରିଖ: xyxy=(15,217,215,238)
ad-item: Bangkok spa special offer 50% off on all 1hrs any full body massage. 9861688844, 8018739084. D-63556 xyxy=(382,382,562,452)
